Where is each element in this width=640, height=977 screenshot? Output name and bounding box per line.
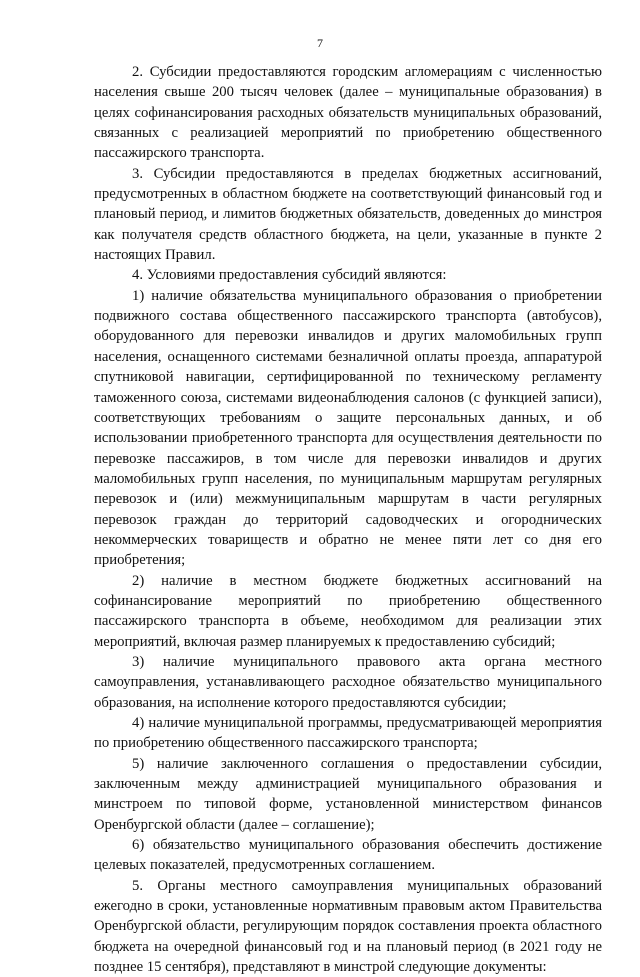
condition-2: 2) наличие в местном бюджете бюджетных ассигнований на софинансирование мероприятий по приобретению общественного пассажирского транспорта в объеме, необходимом для реализации этих мероприятий, включая размер планируемых к предоставлению субсидий;: [94, 572, 602, 650]
document-body: [94, 62, 602, 977]
condition-5: 5) наличие заключенного соглашения о предоставлении субсидии, заключенным между администрацией муниципального образования и минстроем по типовой форме, установленной министерством финансов Оренбургской области (далее – соглашение);: [94, 755, 602, 833]
condition-3: 3) наличие муниципального правового акта органа местного самоуправления, устанавливающего расходное обязательство муниципального образования, на исполнение которого предоставляются субсидии;: [94, 653, 602, 711]
paragraph-5: 5. Органы местного самоуправления муниципальных образований ежегодно в сроки, установленные нормативным правовым актом Правительства Оренбургской области, регулирующим порядок составления проекта областного бюджета на очередной финансовый год и на плановый период (в 2021 году не позднее 15 сентября), представляют в минстрой следующие документы:: [94, 877, 602, 976]
condition-6: 6) обязательство муниципального образования обеспечить достижение целевых показателей, предусмотренных соглашением.: [94, 837, 602, 874]
page-number: 7: [317, 36, 323, 50]
paragraph-2: 2. Субсидии предоставляются городским агломерациям с численностью населения свыше 200 тысяч человек (далее – муниципальные образования) в целях софинансирования расходных обязательств муниципальных образований, связанных с реализацией мероприятий по приобретению общественного пассажирского транспорта.: [94, 64, 602, 162]
paragraph-4-heading: 4. Условиями предоставления субсидий являются:: [132, 267, 447, 284]
condition-1: 1) наличие обязательства муниципального образования о приобретении подвижного состава общественного пассажирского транспорта (автобусов), оборудованного для перевозки инвалидов и других маломобильных групп населения, оснащенного системами безналичной оплаты проезда, аппаратурой спутниковой навигации, сертифицированной по техническому регламенту таможенного союза, системами видеонаблюдения салонов (с функцией записи), соответствующих требованиям о защите персональных данных, и об использовании приобретенного транспорта для осуществления деятельности по перевозке пассажиров, в том числе для перевозки инвалидов и других маломобильных групп населения, по муниципальным маршрутам регулярных перевозок и (или) межмуниципальным маршрутам в части регулярных перевозок граждан до территорий садоводческих и огороднических некоммерческих товариществ и обратно не менее пяти лет со дня его приобретения;: [94, 287, 602, 569]
paragraph-3: 3. Субсидии предоставляются в пределах бюджетных ассигнований, предусмотренных в областном бюджете на соответствующий финансовый год и плановый период, и лимитов бюджетных обязательств, доведенных до минстроя как получателя средств областного бюджета, на цели, указанные в пункте 2 настоящих Правил.: [94, 165, 602, 264]
condition-4: 4) наличие муниципальной программы, предусматривающей мероприятия по приобретению общественного пассажирского транспорта;: [94, 715, 602, 752]
